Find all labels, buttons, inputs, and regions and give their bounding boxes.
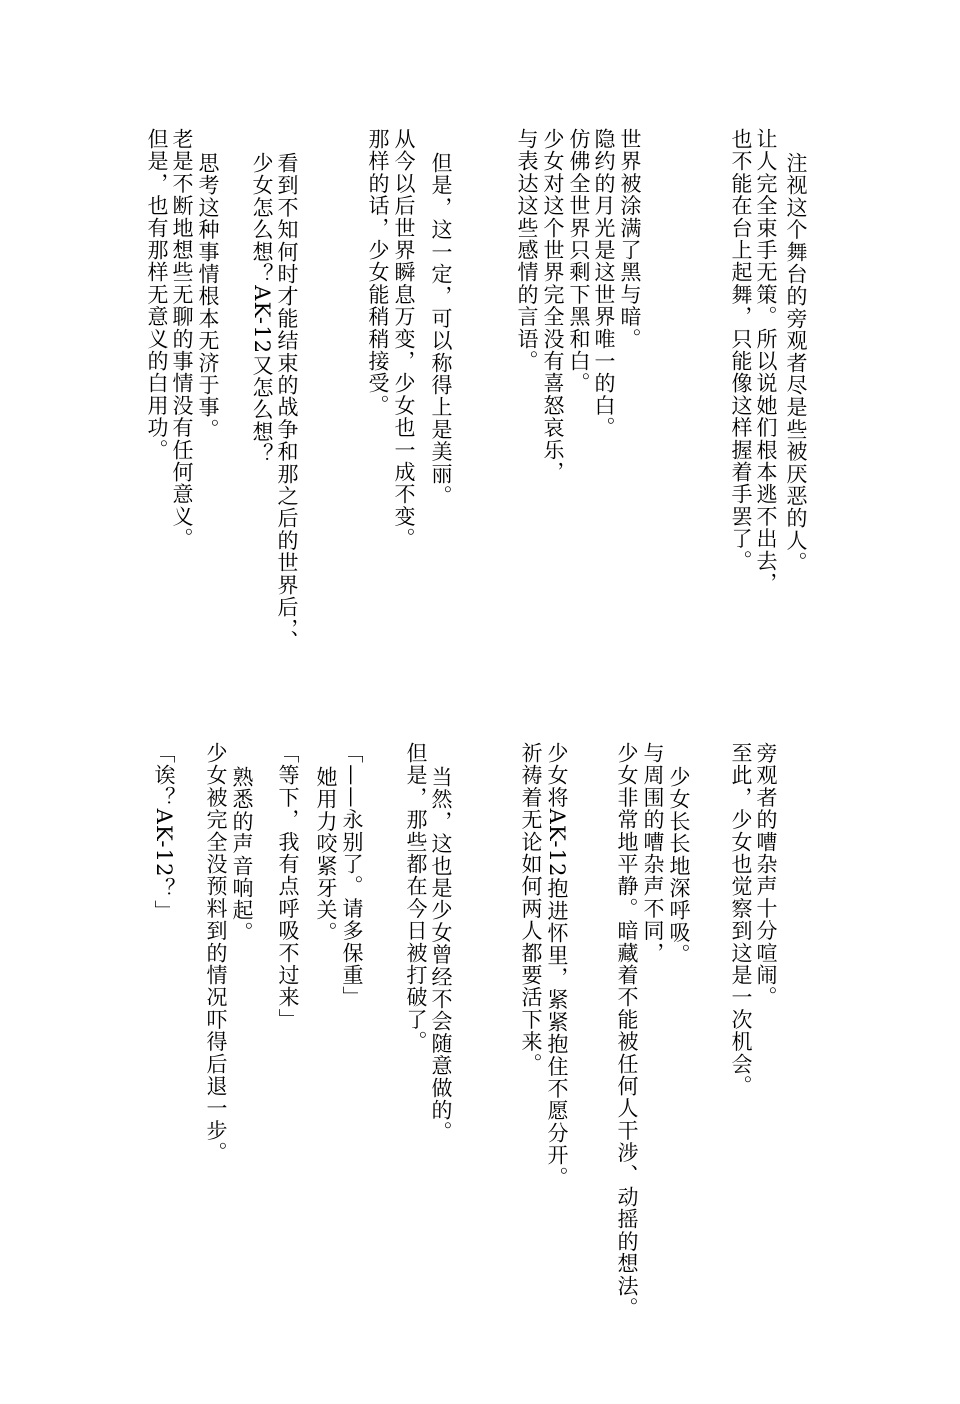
text-line: 少女对这个世界完全没有喜怒哀乐， xyxy=(541,128,565,484)
text-line: 少女怎么想？AK-12又怎么想？ xyxy=(250,152,274,466)
dialogue-line: 「等下，我有点呼吸不过来」 xyxy=(276,742,300,1031)
text-line: 熟悉的声音响起。 xyxy=(230,766,254,944)
text-line: 旁观者的嘈杂声十分喧闹。 xyxy=(754,742,778,1009)
text-line: 少女长长地深呼吸。 xyxy=(667,766,691,966)
text-line: 看到不知何时才能结束的战争和那之后的世界后，、 xyxy=(275,152,299,653)
text-line: 少女非常地平静。暗藏着不能被任何人干涉、动摇的想法。 xyxy=(615,742,639,1320)
dialogue-line: 「诶？AK-12？」 xyxy=(152,742,176,923)
text-line: 注视这个舞台的旁观者尽是些被厌恶的人。 xyxy=(784,152,808,574)
text-line: 但是，也有那样无意义的白用功。 xyxy=(145,128,169,461)
text-line: 但是，这一定，可以称得上是美丽。 xyxy=(429,152,453,508)
text-line: 从今以后世界瞬息万变，少女也一成不变。 xyxy=(392,128,416,550)
text-line: 当然，这也是少女曾经不会随意做的。 xyxy=(429,766,453,1144)
text-line: 但是，那些都在今日被打破了。 xyxy=(404,742,428,1053)
text-line: 祈祷着无论如何两人都要活下来。 xyxy=(519,742,543,1075)
text-line: 仿佛全世界只剩下黑和白。 xyxy=(567,128,591,395)
text-line: 那样的话，少女能稍稍接受。 xyxy=(366,128,390,417)
dialogue-line: 「——永别了。请多保重」 xyxy=(340,742,364,1009)
text-line: 思考这种事情根本无济于事。 xyxy=(196,152,220,441)
text-line: 世界被涂满了黑与暗。 xyxy=(618,128,642,350)
text-line: 与周围的嘈杂声不同， xyxy=(641,742,665,964)
text-line: 少女将AK-12抱进怀里，紧紧抱住不愿分开。 xyxy=(545,742,569,1189)
text-line: 她用力咬紧牙关。 xyxy=(314,766,338,944)
text-line: 与表达这些感情的言语。 xyxy=(515,128,539,373)
text-line: 老是不断地想些无聊的事情没有任何意义。 xyxy=(170,128,194,550)
text-line: 让人完全束手无策。所以说她们根本逃不出去， xyxy=(754,128,778,595)
text-line: 少女被完全没预料到的情况吓得后退一步。 xyxy=(204,742,228,1164)
text-line: 隐约的月光是这世界唯一的白。 xyxy=(592,128,616,439)
text-line: 也不能在台上起舞，只能像这样握着手罢了。 xyxy=(729,128,753,572)
text-line: 至此，少女也觉察到这是一次机会。 xyxy=(729,742,753,1098)
